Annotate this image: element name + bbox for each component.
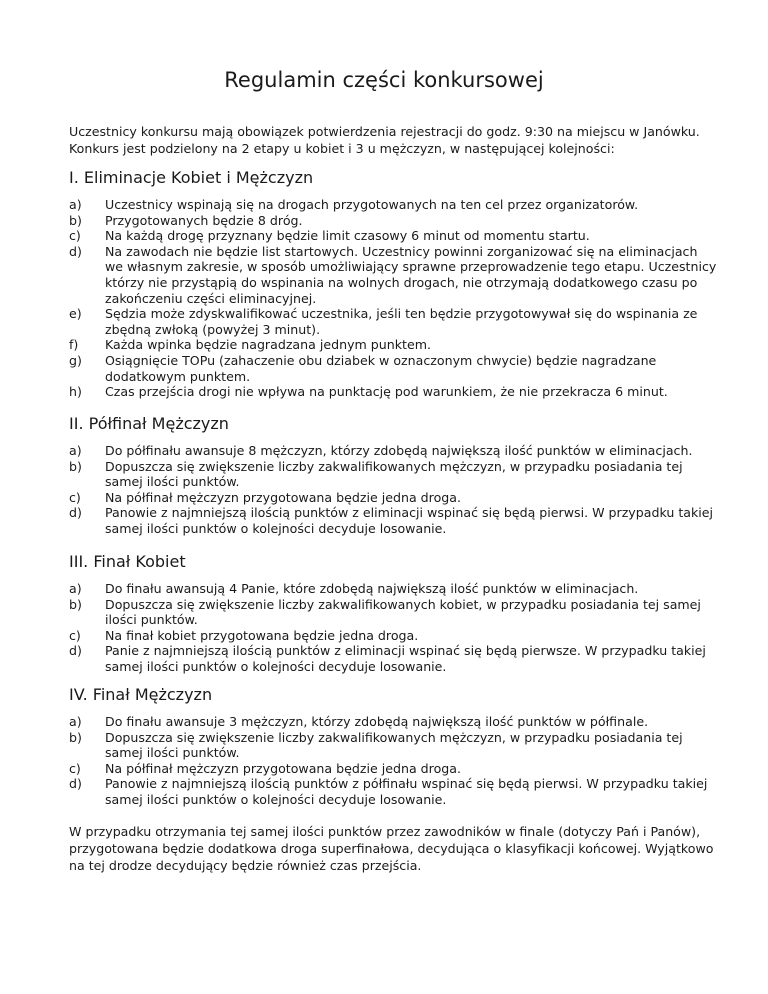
section-final-kobiet <box>69 552 719 675</box>
list-item <box>69 384 719 400</box>
list-marker: c) <box>69 489 81 505</box>
list-item-text: Uczestnicy wspinają się na drogach przygotowanych na ten cel przez organizatorów. <box>105 197 639 212</box>
list-item <box>69 459 719 490</box>
list-item-text: Na finał kobiet przygotowana będzie jedna droga. <box>105 627 419 643</box>
list-marker: b) <box>69 212 82 228</box>
list-item <box>69 213 719 229</box>
list-item <box>69 714 719 730</box>
page-title: Regulamin części konkursowej <box>224 68 544 92</box>
list-marker: a) <box>69 581 82 596</box>
list-marker: c) <box>69 228 81 244</box>
list-item-text: Na półfinał mężczyzn przygotowana będzie jedna droga. <box>105 760 461 776</box>
closing-paragraph: W przypadku otrzymania tej samej ilości punktów przez zawodników w finale (dotyczy Pań i Panów), przygotowana będzie dodatkowa droga superfinałowa, decydująca o klasyfikacji końcowej. Wyjątkowo na tej drodze decydujący będzie również czas przejścia. <box>69 824 714 873</box>
list-marker: b) <box>69 458 82 474</box>
list-item-text: Sędzia może zdyskwalifikować uczestnika, jeśli ten będzie przygotowywał się do wspinania ze zbędną zwłoką (powyżej 3 minut). <box>105 306 698 337</box>
list-item <box>69 643 719 674</box>
list-item <box>69 353 719 384</box>
list-item-text: Dopuszcza się zwiększenie liczby zakwalifikowanych mężczyzn, w przypadku posiadania tej samej ilości punktów. <box>105 458 683 490</box>
list-item <box>69 761 719 777</box>
section-heading: I. Eliminacje Kobiet i Mężczyzn <box>69 168 314 187</box>
section-polfinal-mezczyzn <box>69 414 719 537</box>
list-item-text: Na każdą drogę przyznany będzie limit czasowy 6 minut od momentu startu. <box>105 228 590 244</box>
rules-list <box>69 714 719 808</box>
intro-paragraph: Uczestnicy konkursu mają obowiązek potwierdzenia rejestracji do godz. 9:30 na miejscu w Janówku. Konkurs jest podzielony na 2 etapy u kobiet i 3 u mężczyzn, w następującej kolejności: <box>69 124 700 156</box>
section-final-mezczyzn <box>69 685 719 808</box>
list-item-text: Panowie z najmniejszą ilością punktów z eliminacji wspinać się będą pierwsi. W przypadku takiej samej ilości punktów o kolejności decyduje losowanie. <box>105 505 714 536</box>
section-heading: II. Półfinał Mężczyzn <box>69 414 229 433</box>
list-item <box>69 337 719 353</box>
list-item <box>69 490 719 506</box>
list-marker: d) <box>69 643 82 659</box>
list-marker: c) <box>69 627 81 643</box>
section-eliminacje <box>69 168 719 400</box>
list-marker: f) <box>69 337 79 353</box>
list-item <box>69 228 719 244</box>
list-item-text: Na zawodach nie będzie list startowych. Uczestnicy powinni zorganizować się na eliminacjach we własnym zakresie, w sposób umożliwiający sprawne przeprowadzenie tego etapu. Uczestnicy którzy nie przystąpią do wspinania na wolnych drogach, nie otrzymają dodatkowego czasu po zakończeniu części eliminacyjnej. <box>105 243 717 306</box>
list-item <box>69 730 719 761</box>
list-item-text: Dopuszcza się zwiększenie liczby zakwalifikowanych mężczyzn, w przypadku posiadania tej samej ilości punktów. <box>105 729 683 761</box>
list-item <box>69 197 719 213</box>
list-item-text: Na półfinał mężczyzn przygotowana będzie jedna droga. <box>105 489 461 505</box>
rules-list <box>69 197 719 400</box>
list-item-text: Przygotowanych będzie 8 dróg. <box>105 212 303 228</box>
list-item <box>69 597 719 628</box>
list-marker: a) <box>69 443 82 458</box>
list-item-text: Do finału awansują 4 Panie, które zdobędą największą ilość punktów w eliminacjach. <box>105 581 639 596</box>
list-marker: d) <box>69 505 82 521</box>
list-item-text: Czas przejścia drogi nie wpływa na punktację pod warunkiem, że nie przekracza 6 minut. <box>105 384 668 400</box>
list-item <box>69 776 719 807</box>
list-item-text: Do finału awansuje 3 mężczyzn, którzy zdobędą największą ilość punktów w półfinale. <box>105 714 649 729</box>
list-item <box>69 306 719 337</box>
list-item-text: Panie z najmniejszą ilością punktów z eliminacji wspinać się będą pierwsze. W przypadku takiej samej ilości punktów o kolejności decyduje losowanie. <box>105 643 706 674</box>
list-item-text: Dopuszcza się zwiększenie liczby zakwalifikowanych kobiet, w przypadku posiadania tej samej ilości punktów. <box>105 596 701 628</box>
list-marker: b) <box>69 729 82 745</box>
list-item-text: Do półfinału awansuje 8 mężczyzn, którzy zdobędą największą ilość punktów w eliminacjach. <box>105 443 693 458</box>
list-marker: b) <box>69 596 82 612</box>
rules-list <box>69 581 719 675</box>
list-marker: a) <box>69 197 82 212</box>
rules-list <box>69 443 719 537</box>
list-item-text: Osiągnięcie TOPu (zahaczenie obu dziabek w oznaczonym chwycie) będzie nagradzane dodatkowym punktem. <box>105 352 657 384</box>
list-marker: h) <box>69 384 82 400</box>
list-item <box>69 628 719 644</box>
list-marker: g) <box>69 352 82 368</box>
list-item <box>69 581 719 597</box>
section-heading: IV. Finał Mężczyzn <box>69 685 213 704</box>
list-item <box>69 244 719 306</box>
list-marker: a) <box>69 714 82 729</box>
list-marker: d) <box>69 776 82 792</box>
list-item <box>69 505 719 536</box>
list-marker: d) <box>69 243 82 259</box>
list-item-text: Każda wpinka będzie nagradzana jednym punktem. <box>105 337 432 353</box>
section-heading: III. Finał Kobiet <box>69 552 186 571</box>
list-item-text: Panowie z najmniejszą ilością punktów z półfinału wspinać się będą pierwsi. W przypadku takiej samej ilości punktów o kolejności decyduje losowanie. <box>105 776 708 807</box>
list-marker: c) <box>69 760 81 776</box>
list-item <box>69 443 719 459</box>
list-marker: e) <box>69 306 82 322</box>
